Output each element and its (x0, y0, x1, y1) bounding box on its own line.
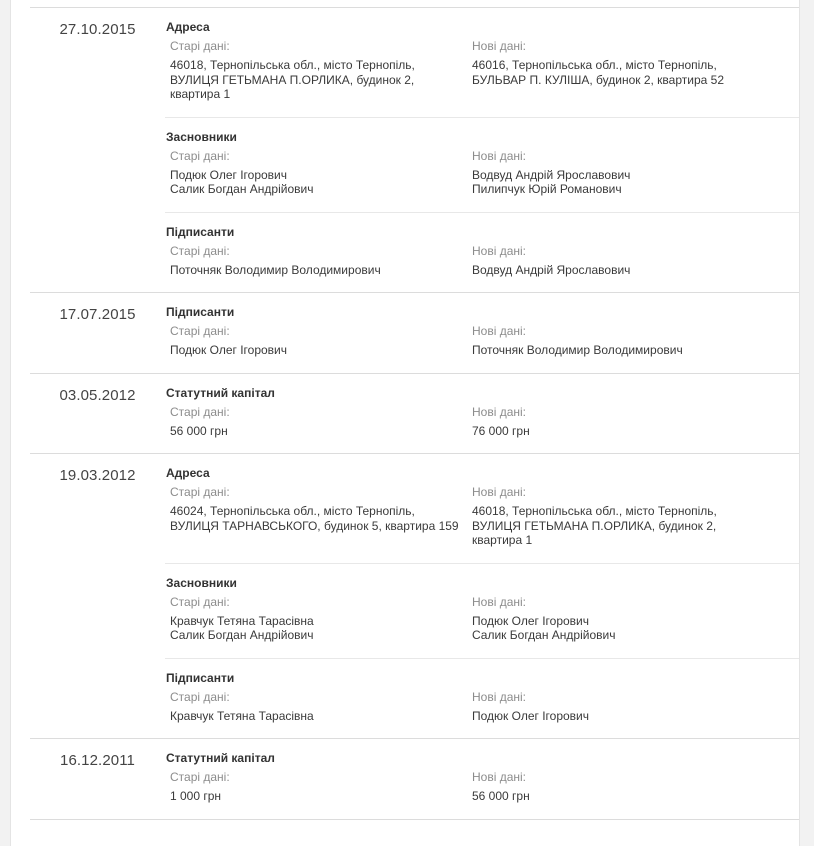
entry-date: 19.03.2012 (59, 467, 136, 484)
change-columns (165, 324, 799, 358)
new-data-label: Нові дані: (472, 594, 527, 609)
change-group-title: Адреса (166, 20, 210, 34)
new-data-value (472, 424, 789, 439)
entry-changes (165, 374, 799, 454)
change-group-title: Адреса (166, 466, 210, 480)
value-line: ВУЛИЦЯ ТАРНАВСЬКОГО, будинок 5, квартира 159 (170, 518, 459, 533)
old-data-value (170, 58, 472, 102)
old-data-label: Старі дані: (170, 243, 230, 258)
value-line: Поточняк Володимир Володимирович (472, 343, 683, 357)
old-data-value (170, 789, 472, 804)
change-group (165, 212, 799, 293)
new-data-column (472, 405, 799, 439)
value-line: Кравчук Тетяна Тарасівна (170, 708, 314, 723)
value-line: 46024, Тернопільська обл., місто Тернопіль, (170, 504, 415, 518)
old-data-value (170, 168, 472, 197)
value-line: 56 000 грн (472, 789, 530, 803)
old-data-label: Старі дані: (170, 485, 230, 499)
value-line: 76 000 грн (472, 423, 530, 438)
old-data-column (165, 770, 472, 804)
change-history-list (30, 7, 799, 820)
new-data-value (472, 168, 789, 197)
new-data-label: Нові дані: (472, 324, 527, 338)
old-data-label: Старі дані: (170, 404, 230, 419)
change-group-title: Підписанти (166, 224, 235, 239)
new-data-value (472, 709, 789, 724)
old-data-column (165, 39, 472, 102)
value-line: Водвуд Андрій Ярославович (472, 167, 631, 182)
old-data-value (170, 504, 472, 533)
new-data-value (472, 614, 789, 643)
old-data-label: Старі дані: (170, 324, 230, 338)
new-data-column (472, 244, 799, 278)
entry-changes (165, 293, 799, 373)
value-line: Подюк Олег Ігорович (170, 343, 288, 357)
change-columns (165, 690, 799, 724)
new-data-column (472, 485, 799, 548)
change-group (165, 739, 799, 819)
old-data-column (165, 690, 472, 724)
value-line: квартира 1 (472, 533, 533, 547)
value-line: Кравчук Тетяна Тарасівна (170, 613, 314, 628)
value-line: Водвуд Андрій Ярославович (472, 262, 631, 277)
change-columns (165, 595, 799, 643)
new-data-column (472, 149, 799, 197)
new-data-value (472, 263, 789, 278)
old-data-label: Старі дані: (170, 39, 230, 53)
change-columns (165, 39, 799, 102)
old-data-column (165, 485, 472, 548)
entry-changes (165, 454, 799, 738)
old-data-value (170, 424, 472, 439)
new-data-label: Нові дані: (472, 485, 527, 499)
change-group-title: Засновники (166, 575, 237, 590)
entry-changes (165, 739, 799, 819)
new-data-label: Нові дані: (472, 404, 527, 419)
old-data-value (170, 263, 472, 278)
old-data-label: Старі дані: (170, 594, 230, 609)
old-data-column (165, 595, 472, 643)
change-group (165, 658, 799, 739)
new-data-label: Нові дані: (472, 39, 527, 53)
old-data-column (165, 405, 472, 439)
value-line: 1 000 грн (170, 789, 222, 803)
history-entry (30, 738, 799, 820)
value-line: 46018, Тернопільська обл., місто Тернопіль, (472, 504, 717, 518)
entry-changes (165, 8, 799, 292)
history-entry (30, 373, 799, 454)
change-columns (165, 405, 799, 439)
change-group-title: Статутний капітал (166, 751, 275, 765)
change-columns (165, 149, 799, 197)
entry-date: 03.05.2012 (59, 386, 136, 404)
old-data-column (165, 244, 472, 278)
value-line: ВУЛИЦЯ ГЕТЬМАНА П.ОРЛИКА, будинок 2, (472, 518, 717, 533)
old-data-label: Старі дані: (170, 148, 230, 163)
value-line: 46016, Тернопільська обл., місто Тернопіль, (472, 58, 717, 72)
old-data-column (165, 149, 472, 197)
change-group (165, 293, 799, 373)
old-data-label: Старі дані: (170, 770, 230, 784)
history-entry (30, 292, 799, 373)
value-line: Пилипчук Юрій Романович (472, 182, 622, 196)
value-line: Подюк Олег Ігорович (472, 613, 590, 628)
old-data-value (170, 343, 472, 358)
change-group (165, 374, 799, 454)
change-group (165, 117, 799, 212)
value-line: Салик Богдан Андрійович (170, 182, 314, 196)
value-line: 56 000 грн (170, 423, 228, 438)
history-entry (30, 453, 799, 738)
new-data-column (472, 770, 799, 804)
new-data-label: Нові дані: (472, 770, 527, 784)
history-entry (30, 7, 799, 292)
value-line: БУЛЬВАР П. КУЛІША, будинок 2, квартира 52 (472, 72, 724, 87)
change-group-title: Підписанти (166, 305, 235, 319)
value-line: Салик Богдан Андрійович (472, 628, 616, 642)
entry-date: 16.12.2011 (60, 752, 135, 769)
old-data-column (165, 324, 472, 358)
change-group-title: Засновники (166, 129, 237, 144)
new-data-label: Нові дані: (472, 689, 527, 704)
old-data-label: Старі дані: (170, 689, 230, 704)
new-data-column (472, 39, 799, 102)
old-data-value (170, 709, 472, 724)
history-card (10, 0, 800, 846)
old-data-value (170, 614, 472, 643)
new-data-label: Нові дані: (472, 243, 527, 258)
new-data-column (472, 324, 799, 358)
change-columns (165, 485, 799, 548)
change-group-title: Підписанти (166, 670, 235, 685)
value-line: Подюк Олег Ігорович (170, 167, 288, 182)
value-line: Поточняк Володимир Володимирович (170, 262, 381, 277)
change-group-title: Статутний капітал (166, 385, 275, 400)
new-data-column (472, 690, 799, 724)
value-line: Подюк Олег Ігорович (472, 708, 590, 723)
new-data-value (472, 343, 789, 358)
change-group (165, 8, 799, 117)
value-line: квартира 1 (170, 87, 231, 101)
change-group (165, 563, 799, 658)
change-group (165, 454, 799, 563)
new-data-value (472, 504, 789, 548)
change-columns (165, 770, 799, 804)
new-data-label: Нові дані: (472, 148, 527, 163)
value-line: ВУЛИЦЯ ГЕТЬМАНА П.ОРЛИКА, будинок 2, (170, 72, 415, 87)
new-data-column (472, 595, 799, 643)
new-data-value (472, 789, 789, 804)
entry-date: 27.10.2015 (59, 21, 136, 38)
value-line: Салик Богдан Андрійович (170, 628, 314, 642)
value-line: 46018, Тернопільська обл., місто Тернопіль, (170, 58, 415, 72)
entry-date: 17.07.2015 (59, 306, 136, 323)
change-columns (165, 244, 799, 278)
new-data-value (472, 58, 789, 87)
